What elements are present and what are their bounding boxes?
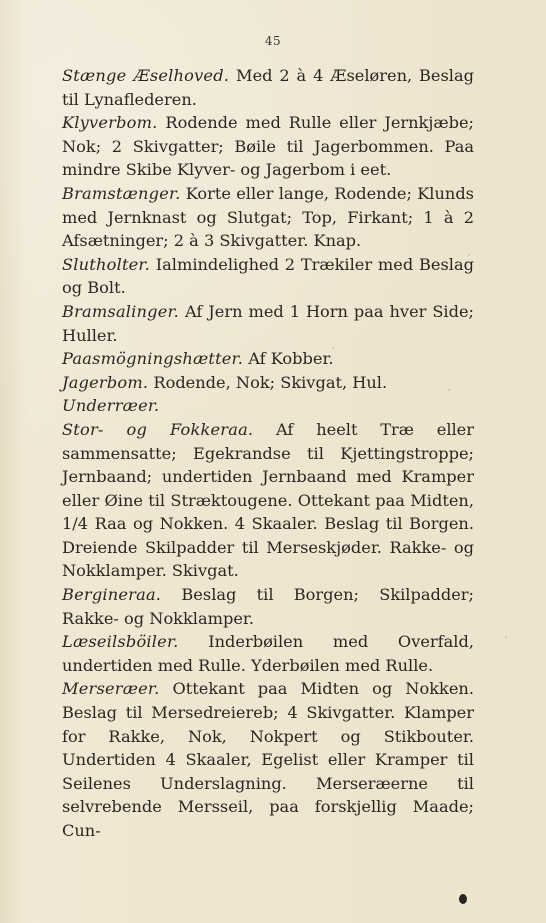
entry-term: Stor- og Fokkeraa. <box>62 419 254 439</box>
entry-term: Slutholter. <box>62 254 150 274</box>
entry-term: Underræer. <box>62 396 160 416</box>
entry-term: Stænge Æselhoved. <box>62 66 230 85</box>
entry-term: Læseilsböiler. <box>62 632 179 652</box>
entry-stor-og-fokkeraa <box>62 418 474 583</box>
entry-text: Rodende, Nok; Skivgat, Hul. <box>148 372 388 392</box>
entry-laeseilsboiler <box>62 630 474 677</box>
entry-staenge-aeselhoved <box>62 64 474 111</box>
paper-speck <box>448 389 450 391</box>
entry-term: Bergineraa. <box>62 585 162 605</box>
entry-text: Med 2 à 4 Æseløren, Beslag til Lynaflederen. <box>62 66 474 109</box>
paper-speck <box>332 347 334 349</box>
entry-text: Af heelt Træ eller sammensatte; Egekrandse til Kjettingstroppe; Jernbaand; undertiden Jernbaand med Kramper eller Øine til Strækt‍ougene. Ottekant paa Midten, 1/4 Raa og Nokken. 4 Skaaler. Beslag til Borgen. Dreiende Skilpadder til Merseskjøder. Rakke- og Nokklamper. Skivgat. <box>62 419 474 581</box>
entry-text: Af Jern med 1 Horn paa hver Side; Huller. <box>62 301 474 345</box>
entry-jagerbom <box>62 371 474 395</box>
page-body <box>62 64 474 843</box>
entry-text: Af Kobber. <box>243 349 334 369</box>
entry-underraeer <box>62 394 474 418</box>
page-number: 45 <box>264 34 282 48</box>
entry-slutholter <box>62 253 474 300</box>
entry-text: Beslag til Borgen; Skilpadder; Rakke- og Nokklamper. <box>62 585 474 628</box>
entry-paasmogningshaetter <box>62 347 474 371</box>
ink-dot <box>459 894 467 904</box>
entry-bramstaenger <box>62 182 474 253</box>
paper-speck <box>468 254 470 256</box>
entry-term: Paasmögningshætter. <box>62 349 244 369</box>
entry-text: Korte eller lange, Rodende; Klunds med Jernknast og Slutgat; Top, Firkant; 1 à 2 Afsætninger; 2 à 3 Skivgatter. Knap. <box>62 183 474 251</box>
entry-bramsalinger <box>62 300 474 347</box>
entry-term: Merseræer. <box>62 679 160 699</box>
entry-term: Jagerbom. <box>62 372 149 392</box>
paper-speck <box>505 636 507 638</box>
entry-merseraeer <box>62 677 474 842</box>
entry-text: Ialmindelighed 2 Trækiler med Beslag og Bolt. <box>62 254 474 298</box>
entry-term: Bramsalinger. <box>62 301 180 321</box>
entry-term: Bramstænger. <box>62 183 181 203</box>
entry-klyverbom <box>62 111 474 182</box>
entry-text: Rodende med Rulle eller Jernkjæbe; Nok; 2 Skivgatter; Bøile til Jagerbommen. Paa mindre Skibe Klyver- og Jagerbom i eet. <box>62 113 474 180</box>
entry-term: Klyverbom. <box>62 113 158 133</box>
entry-bergineraa <box>62 583 474 630</box>
entry-text: Ottekant paa Midten og Nokken. Beslag til Mersedreiereb; 4 Skivgatter. Klamper for Rakke, Nok, Nokpert og Stikbouter. Undertiden 4 Skaaler, Egelist eller Kramper til Seilenes Underslagning. Merseræerne til selvrebende Mersseil, paa forskjellig Maade; Cun- <box>62 679 474 840</box>
entry-text: Inderbøilen med Overfald, undertiden med Rulle. Yderbøilen med Rulle. <box>62 632 474 675</box>
